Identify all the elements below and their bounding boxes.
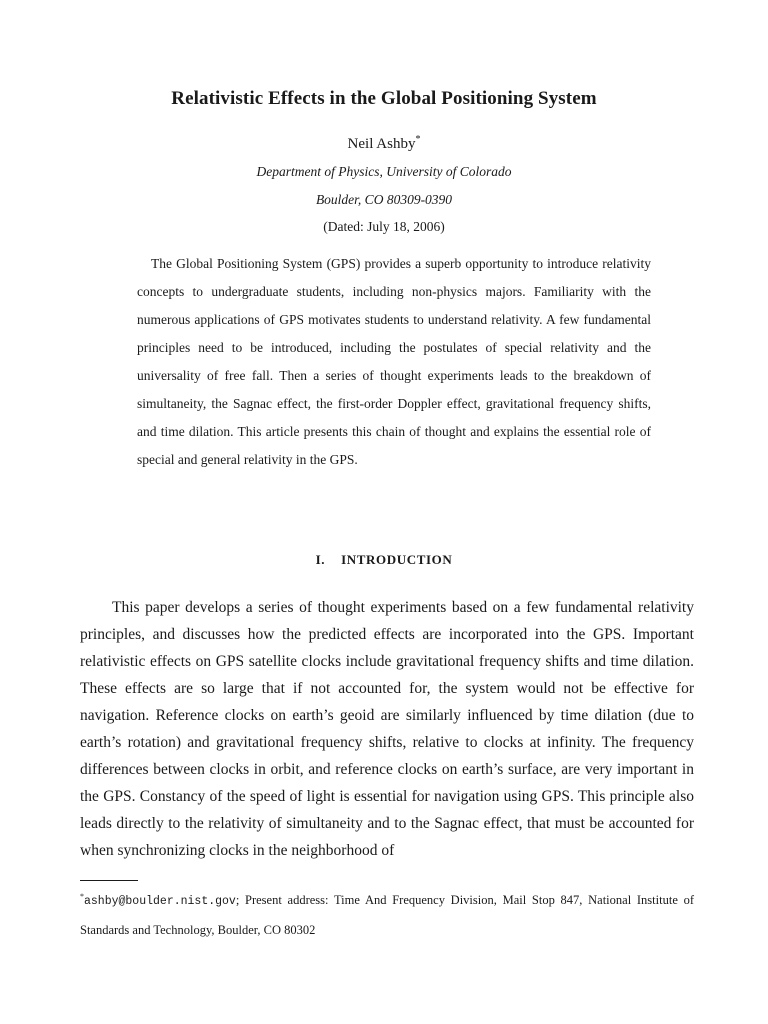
footnote-mark: *	[80, 892, 84, 901]
footnote	[80, 883, 694, 944]
abstract: The Global Positioning System (GPS) provides a superb opportunity to introduce relativity concepts to undergraduate students, including non-physics majors. Familiarity with the numerous applications of GPS motivates students to understand relativity. A few fundamental principles need to be introduced, including the postulates of special relativity and the universality of free fall. Then a series of thought experiments leads to the breakdown of simultaneity, the Sagnac effect, the first-order Doppler effect, gravitational frequency shifts, and time dilation. This article presents this chain of thought and explains the essential role of special and general relativity in the GPS.	[137, 256, 651, 467]
dated-line: (Dated: July 18, 2006)	[323, 219, 445, 234]
affiliation-address: Boulder, CO 80309-0390	[315, 192, 453, 207]
section-heading	[0, 552, 768, 568]
author-name-text: Neil Ashby	[347, 136, 416, 152]
affiliation-department: Department of Physics, University of Colorado	[256, 164, 512, 179]
paper-title: Relativistic Effects in the Global Positioning System	[171, 88, 597, 109]
footnote-email: ashby@boulder.nist.gov	[84, 895, 236, 909]
section-number: I.	[315, 552, 326, 567]
footnote-text: ; Present address: Time And Frequency Division, Mail Stop 847, National Institute of Standards and Technology, Boulder, CO 80302	[80, 893, 694, 938]
introduction-paragraph: This paper develops a series of thought experiments based on a few fundamental relativity principles, and discusses how the predicted effects are incorporated into the GPS. Important relativistic effects on GPS satellite clocks include gravitational frequency shifts and time dilation. These effects are so large that if not accounted for, the system would not be effective for navigation. Reference clocks on earth’s geoid are similarly influenced by time dilation (due to earth’s rotation) and gravitational frequency shifts, relative to clocks at infinity. The frequency differences between clocks in orbit, and reference clocks on earth’s surface, are very important in the GPS. Constancy of the speed of light is essential for navigation using GPS. This principle also leads directly to the relativity of simultaneity and to the Sagnac effect, that must be accounted for when synchronizing clocks in the neighborhood of	[80, 599, 694, 859]
author-name	[0, 134, 768, 153]
footnote-rule	[80, 880, 138, 881]
author-footnote-mark: *	[415, 134, 421, 145]
section-title: INTRODUCTION	[341, 552, 453, 567]
